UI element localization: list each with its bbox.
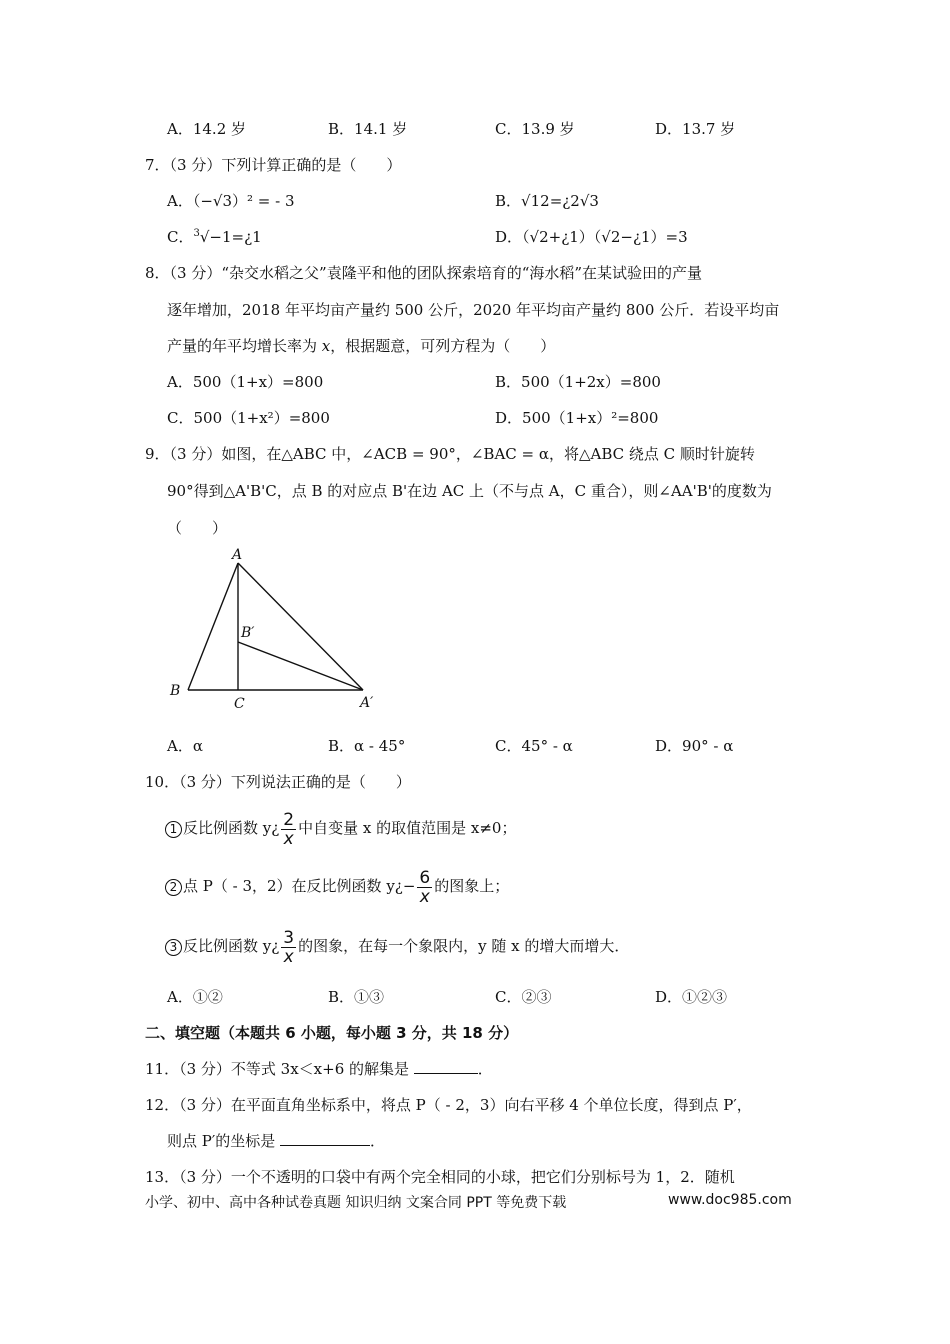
q13-line-1: 13．（3 分）一个不透明的口袋中有两个完全相同的小球，把它们分别标号为 1，2．随机 <box>145 1168 735 1186</box>
fraction: $\frac{3}{x}$ <box>283 927 295 967</box>
q8-option-d: D．500（1+x）²=800 <box>495 409 659 427</box>
q9-option-c: C．45° ‐ α <box>495 737 573 755</box>
q7-option-a: A．（−√3）² = ‐ 3 <box>167 192 295 210</box>
radical-sign: √ <box>212 192 223 210</box>
answer-blank <box>280 1131 370 1146</box>
footer-url[interactable]: www.doc985.com <box>668 1192 792 1208</box>
fraction: $\frac{6}{x}$ <box>419 867 431 907</box>
q7-stem: 7．（3 分）下列计算正确的是（ ） <box>145 156 402 174</box>
q7-option-b: B．√12=¿2√3 <box>495 192 599 210</box>
q9-line-3: （ ） <box>167 519 228 537</box>
q6-option-d: D．13.7 岁 <box>655 120 736 138</box>
circled-number: 1 <box>165 821 182 838</box>
q10-statement-2: 2 点 P（ ‐ 3，2）在反比例函数 y¿− $\frac{6}{x}$ 的图象上； <box>165 864 509 908</box>
q8-line-3: 产量的年平均增长率为 x，根据题意，可列方程为（ ） <box>167 337 556 355</box>
q8-option-c: C．500（1+x²）=800 <box>167 409 330 427</box>
q6-option-c: C．13.9 岁 <box>495 120 575 138</box>
q10-statement-3: 3 反比例函数 y¿ $\frac{3}{x}$ 的图象，在每一个象限内，y 随 x 的增大而增大． <box>165 924 629 968</box>
radical-sign: √ <box>521 192 531 210</box>
radical-sign: √ <box>199 228 210 246</box>
label-b: B <box>170 683 181 699</box>
q8-option-a: A．500（1+x）=800 <box>167 373 324 391</box>
q7-option-c: C．$^3$√−1=¿1 <box>167 228 262 246</box>
radical-sign: √ <box>579 192 590 210</box>
q8-line-1: 8．（3 分）“杂交水稻之父”袁隆平和他的团队探索培育的“海水稻”在某试验田的产量 <box>145 264 703 282</box>
q6-option-a: A．14.2 岁 <box>167 120 246 138</box>
q10-stem: 10．（3 分）下列说法正确的是（ ） <box>145 773 411 791</box>
q7-option-d: D．（√2+¿1）（√2−¿1）=3 <box>495 228 688 246</box>
q12-line-2: 则点 P′的坐标是 ． <box>167 1132 386 1150</box>
segment-a-a-prime <box>238 563 363 690</box>
label-b-prime: B′ <box>241 625 255 641</box>
label-c: C <box>234 696 245 712</box>
q12-line-1: 12．（3 分）在平面直角坐标系中，将点 P（ ‐ 2，3）向右平移 4 个单位长度，得到点 P′， <box>145 1096 752 1114</box>
q8-option-b: B．500（1+2x）=800 <box>495 373 661 391</box>
circled-number: 3 <box>165 939 182 956</box>
label-a-prime: A′ <box>360 695 374 711</box>
radical-sign: √ <box>601 228 611 246</box>
q10-option-a: A．①② <box>167 988 223 1006</box>
q9-option-d: D．90° ‐ α <box>655 737 734 755</box>
q6-option-b: B．14.1 岁 <box>328 120 408 138</box>
answer-blank <box>414 1059 478 1074</box>
section-heading: 二、填空题（本题共 6 小题，每小题 3 分，共 18 分） <box>145 1024 519 1042</box>
circled-number: 2 <box>165 879 182 896</box>
q9-line-1: 9．（3 分）如图，在△ABC 中，∠ACB = 90°，∠BAC = α，将△ABC 绕点 C 顺时针旋转 <box>145 445 755 463</box>
q9-line-2: 90°得到△A'B'C，点 B 的对应点 B'在边 AC 上（不与点 A，C 重合），则∠AA'B'的度数为 <box>167 482 772 500</box>
q9-triangle-figure <box>160 545 390 715</box>
radical-sign: √ <box>529 228 540 246</box>
q9-option-b: B．α ‐ 45° <box>328 737 406 755</box>
segment-ab <box>188 563 238 690</box>
q11: 11．（3 分）不等式 3x＜x+6 的解集是 ． <box>145 1060 493 1078</box>
q9-option-a: A．α <box>167 737 203 755</box>
q10-option-d: D．①②③ <box>655 988 728 1006</box>
q10-option-b: B．①③ <box>328 988 385 1006</box>
q10-option-c: C．②③ <box>495 988 552 1006</box>
footer-text: 小学、初中、高中各种试卷真题 知识归纳 文案合同 PPT 等免费下载 <box>145 1195 567 1211</box>
q8-line-2: 逐年增加，2018 年平均亩产量约 500 公斤，2020 年平均亩产量约 800 公斤．若设平均亩 <box>167 301 780 319</box>
segment-b-prime-a-prime <box>238 642 363 690</box>
q10-statement-1: 1 反比例函数 y¿ $\frac{2}{x}$ 中自变量 x 的取值范围是 x≠0； <box>165 806 516 850</box>
fraction: $\frac{2}{x}$ <box>283 809 295 849</box>
label-a: A <box>232 547 243 563</box>
